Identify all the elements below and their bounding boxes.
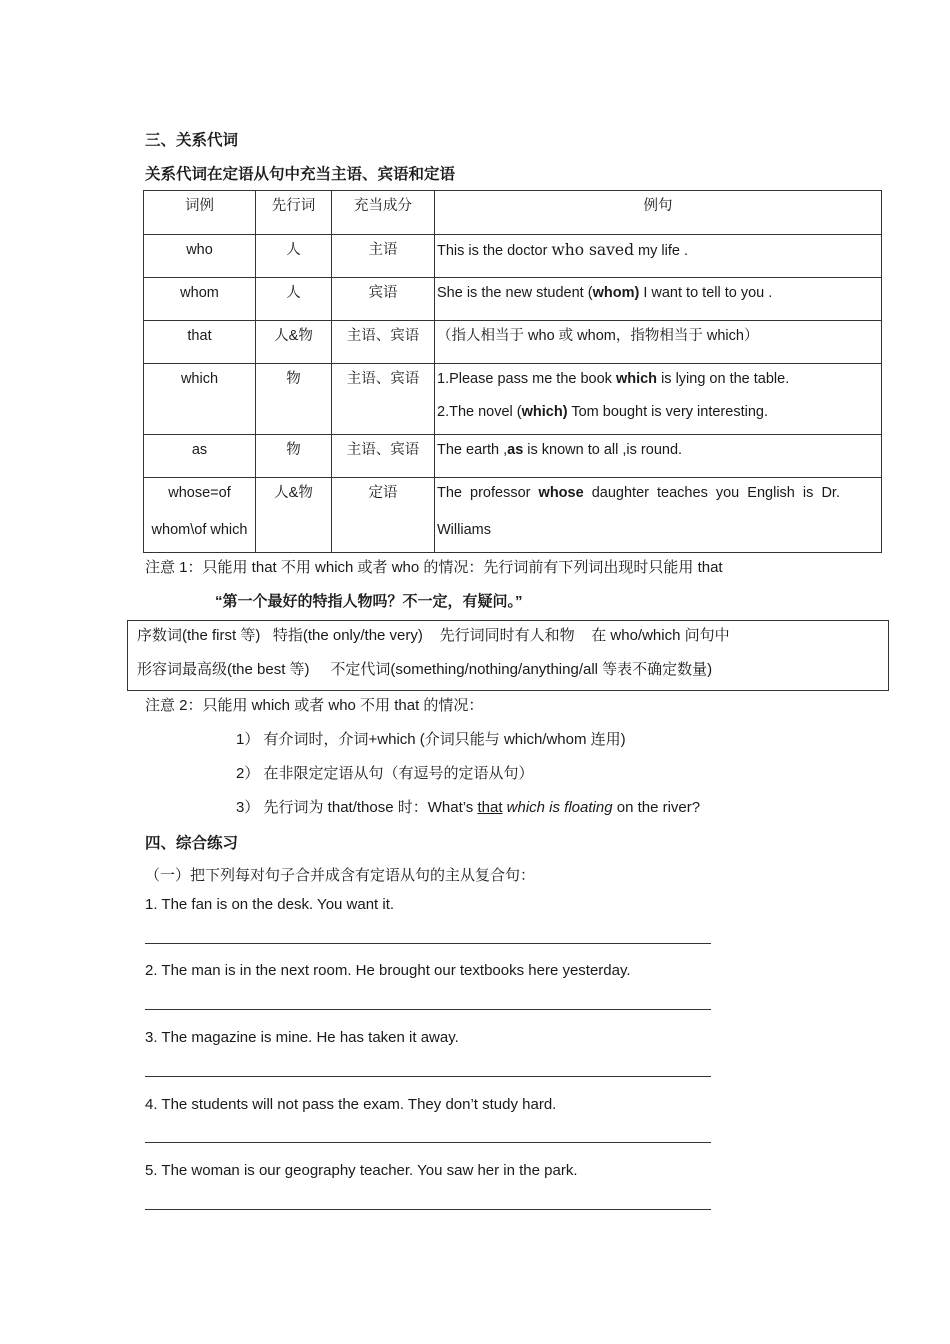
antecedent-cell: 人 <box>256 235 332 278</box>
note1-box-line: 序数词(the first 等) 特指(the only/the very) 先行词同时有人和物 在 who/which 问句中 <box>137 627 730 644</box>
note2-text: 3） 先行词为 that/those 时：What’s <box>236 799 478 816</box>
example-line <box>437 403 879 421</box>
word-cell: which <box>144 364 256 435</box>
answer-line[interactable] <box>145 1009 711 1010</box>
note2-item <box>236 796 700 817</box>
antecedent-cell: 人&物 <box>256 321 332 364</box>
exercise-item: 4. The students will not pass the exam. They don’t study hard. <box>145 1096 557 1113</box>
note2-title: 注意 2：只能用 which 或者 who 不用 that 的情况： <box>145 697 484 714</box>
table-row <box>144 364 882 435</box>
header-cell: 例句 <box>435 191 882 235</box>
answer-line[interactable] <box>145 1209 711 1210</box>
word-cell: that <box>144 321 256 364</box>
note2-underlined: that <box>477 799 503 816</box>
example-text: I want to tell to you . <box>639 285 773 301</box>
example-text: is lying on the table. <box>657 371 790 387</box>
antecedent-cell: 物 <box>256 364 332 435</box>
table-row <box>144 435 882 478</box>
example-highlight: whom) <box>592 285 640 301</box>
note2-italic: which is floating <box>502 799 613 816</box>
example-text: is known to all ,is round. <box>523 442 683 458</box>
example-text: Tom bought is very interesting. <box>567 404 768 420</box>
header-cell: 先行词 <box>256 191 332 235</box>
exercise-instruction: （一）把下列每对句子合并成含有定语从句的主从复合句： <box>145 867 536 884</box>
role-cell: 主语、宾语 <box>332 321 435 364</box>
role-cell: 主语、宾语 <box>332 364 435 435</box>
header-cell: 充当成分 <box>332 191 435 235</box>
example-text: daughter teaches you English is Dr. <box>583 485 840 501</box>
exercise-item: 3. The magazine is mine. He has taken it away. <box>145 1029 459 1046</box>
table-row <box>144 321 882 364</box>
role-cell: 主语 <box>332 235 435 278</box>
note2-item: 2） 在非限定定语从句（有逗号的定语从句） <box>236 765 534 782</box>
example-text: The earth , <box>437 442 508 458</box>
example-cell <box>435 478 882 553</box>
answer-line[interactable] <box>145 943 711 944</box>
exercise-item: 1. The fan is on the desk. You want it. <box>145 896 395 913</box>
word-line: whom\of which <box>151 522 248 538</box>
word-cell <box>144 478 256 553</box>
example-text: 1.Please pass me the book <box>437 371 616 387</box>
example-line <box>437 484 879 502</box>
exercise-item: 5. The woman is our geography teacher. You saw her in the park. <box>145 1162 578 1179</box>
table-row <box>144 478 882 553</box>
example-cell <box>435 364 882 435</box>
example-line: Williams <box>437 522 491 538</box>
answer-line[interactable] <box>145 1142 711 1143</box>
example-text: This is the doctor <box>437 243 552 259</box>
note2-item: 1） 有介词时，介词+which (介词只能与 which/whom 连用) <box>236 731 626 748</box>
note2-text: on the river? <box>612 799 701 816</box>
note1-box <box>127 620 889 691</box>
relative-pronoun-table <box>143 190 882 553</box>
example-text: 2.The novel ( <box>437 404 522 420</box>
antecedent-cell: 人 <box>256 278 332 321</box>
table-header-row <box>144 191 882 235</box>
answer-line[interactable] <box>145 1076 711 1077</box>
word-cell: who <box>144 235 256 278</box>
antecedent-cell: 物 <box>256 435 332 478</box>
example-highlight: which <box>615 371 658 387</box>
role-cell: 定语 <box>332 478 435 553</box>
example-highlight: whose <box>538 485 584 501</box>
example-cell <box>435 278 882 321</box>
word-line: whose=of <box>168 485 231 501</box>
note1-mnemonic: “第一个最好的特指人物吗？不一定，有疑问。” <box>215 593 523 610</box>
example-line <box>437 370 879 388</box>
table-row <box>144 278 882 321</box>
example-highlight: as <box>507 442 524 458</box>
example-cell <box>435 235 882 278</box>
example-cell <box>435 435 882 478</box>
example-text: The professor <box>437 485 539 501</box>
word-cell: whom <box>144 278 256 321</box>
role-cell: 宾语 <box>332 278 435 321</box>
note1-box-line: 形容词最高级(the best 等) 不定代词(something/nothing/anything/all 等表不确定数量) <box>137 661 713 678</box>
section-heading: 四、综合练习 <box>145 835 239 852</box>
note1-text: 注意 1：只能用 that 不用 which 或者 who 的情况：先行词前有下列词出现时只能用 that <box>145 559 723 576</box>
section-heading: 三、关系代词 <box>145 132 239 149</box>
example-highlight: which) <box>521 404 568 420</box>
antecedent-cell: 人&物 <box>256 478 332 553</box>
section-subheading: 关系代词在定语从句中充当主语、宾语和定语 <box>145 166 456 183</box>
example-text: my life . <box>634 243 688 259</box>
header-cell: 词例 <box>144 191 256 235</box>
example-highlight: who saved <box>551 241 634 259</box>
example-text: She is the new student ( <box>437 285 593 301</box>
table-row <box>144 235 882 278</box>
role-cell: 主语、宾语 <box>332 435 435 478</box>
word-cell: as <box>144 435 256 478</box>
exercise-item: 2. The man is in the next room. He brought our textbooks here yesterday. <box>145 962 631 979</box>
example-cell: （指人相当于 who 或 whom，指物相当于 which） <box>435 321 882 364</box>
